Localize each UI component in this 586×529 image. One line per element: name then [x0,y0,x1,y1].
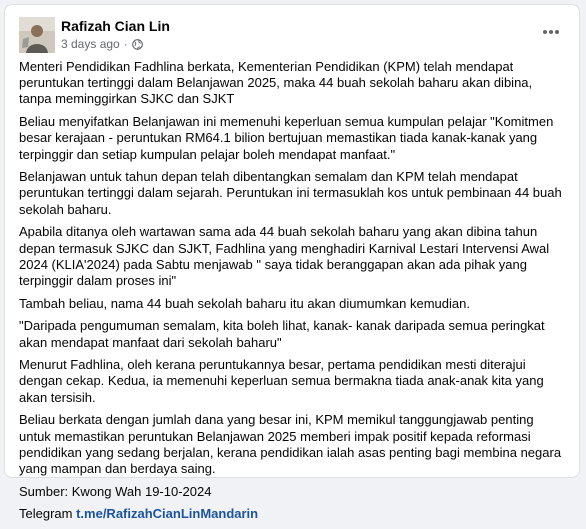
post-header [19,17,565,57]
post-paragraph: Menteri Pendidikan Fadhlina berkata, Kementerian Pendidikan (KPM) telah mendapat peruntukan tertinggi dalam Belanjawan 2025, maka 44 buah sekolah baharu akan dibina, tanpa meminggirkan SJKC dan SJKT [19,59,533,107]
post-meta [61,37,143,51]
avatar[interactable] [19,17,55,53]
post-paragraph: Menurut Fadhlina, oleh kerana peruntukannya besar, pertama pendidikan mesti diterajui dengan cekap. Kedua, ia memenuhi keperluan semua bermakna tiada anak-anak kita yang akan tersisih. [19,357,544,405]
post-paragraph: "Daripada pengumuman semalam, kita boleh lihat, kanak- kanak daripada semua peringkat akan mendapat manfaat dari sekolah baharu" [19,318,545,350]
more-options-button[interactable] [537,21,565,43]
author-name[interactable]: Rafizah Cian Lin [61,18,170,34]
avatar-photo-icon [19,17,55,53]
post-paragraph: Belanjawan untuk tahun depan telah dibentangkan semalam dan KPM telah mendapat peruntukan tertinggi dalam sejarah. Peruntukan ini termasuklah kos untuk pembinaan 44 buah sekolah baharu. [19,169,562,217]
telegram-label: Telegram [19,506,73,522]
telegram-line [19,506,565,522]
post-paragraph: Beliau menyifatkan Belanjawan ini memenuhi keperluan semua kumpulan pelajar "Komitmen besar kerajaan - peruntukan RM64.1 bilion bertujuan memastikan tiada kanak-kanak yang terpinggir dan setiap kumpulan pelajar boleh mendapat manfaat." [19,114,554,162]
meta-separator: · [123,37,128,51]
post-card [4,4,580,522]
globe-icon [132,39,143,50]
post-body [19,59,565,529]
post-paragraph: Beliau berkata dengan jumlah dana yang besar ini, KPM memikul tanggungjawab penting untuk memastikan peruntukan Belanjawan 2025 memberi impak positif kepada reformasi pendidikan yang sedang berjalan, kerana pendidikan ialah asas penting bagi membina negara yang mampan dan berdaya saing. [19,412,562,476]
post-source: Sumber: Kwong Wah 19-10-2024 [19,483,212,499]
post-timestamp[interactable]: 3 days ago [61,37,120,51]
more-horizontal-icon [542,29,560,35]
post-paragraph: Apabila ditanya oleh wartawan sama ada 44 buah sekolah baharu yang akan dibina tahun depan termasuk SJKC dan SJKT, Fadhlina yang menghadiri Karnival Lestari Intervensi Awal 2024 (KLIA'2024) pada Sabtu menjawab " saya tidak beranggapan akan ada pihak yang terpinggir dalam proses ini" [19,224,550,288]
telegram-link[interactable]: t.me/RafizahCianLinMandarin [76,506,259,522]
post-paragraph: Tambah beliau, nama 44 buah sekolah baharu itu akan diumumkan kemudian. [19,295,470,311]
